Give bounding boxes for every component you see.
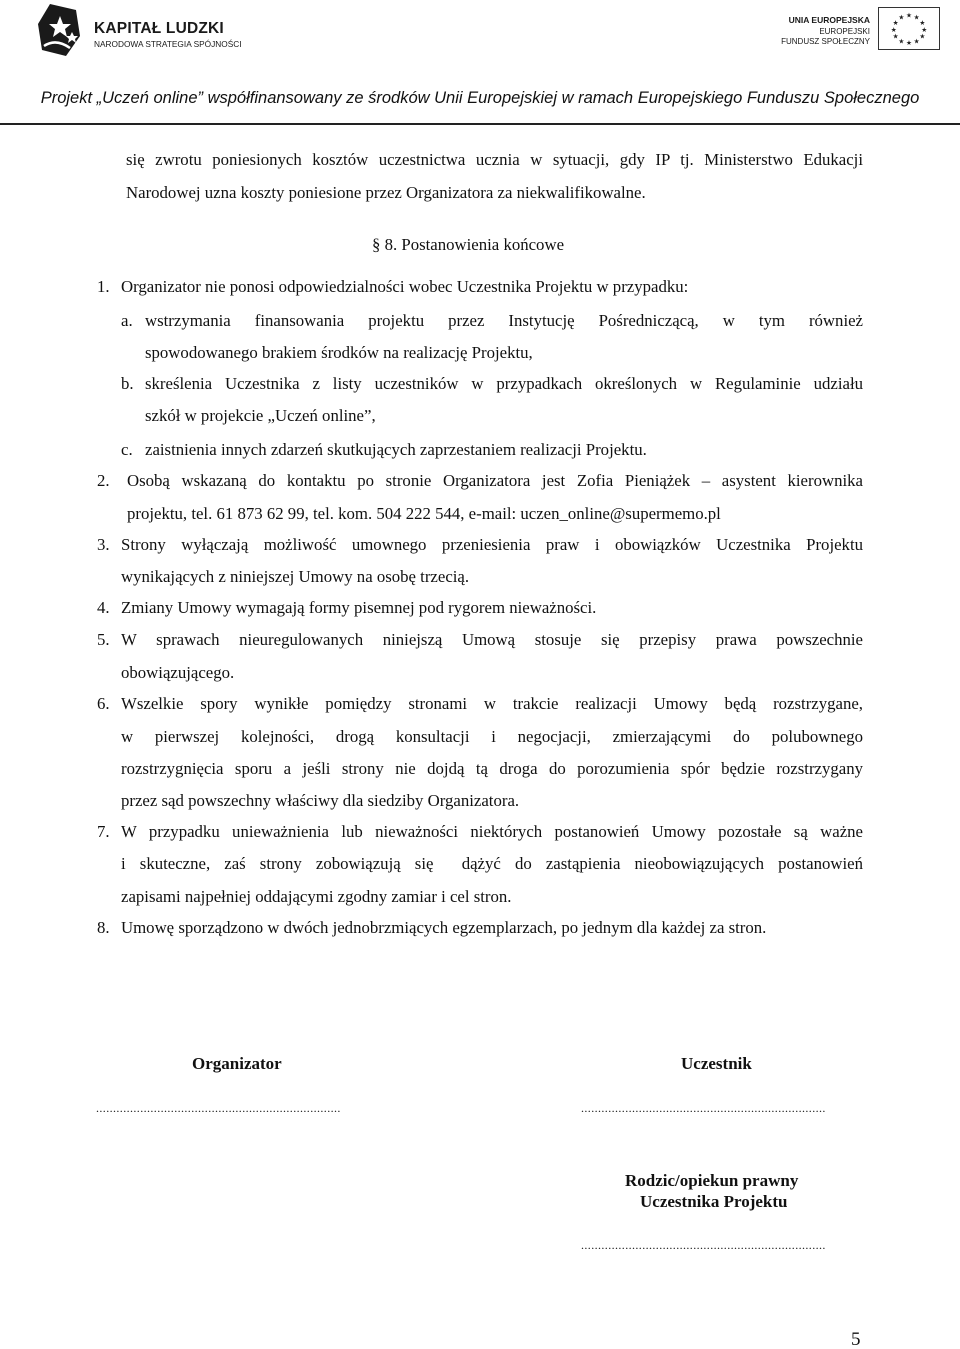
svg-text:★: ★ — [906, 39, 912, 48]
item-b-letter: b. — [121, 374, 134, 393]
participant-signature-line: ........................................................................ — [581, 1101, 826, 1115]
item-b-line-2: szkół w projekcie „Uczeń online”, — [145, 406, 376, 425]
eu-logo — [780, 7, 940, 55]
page-header — [0, 0, 960, 126]
item-5-number: 5. — [97, 630, 110, 649]
item-5-line-1: W sprawach nieuregulowanych niniejszą Umową stosuje się przepisy prawa powszechnie — [121, 630, 863, 649]
item-8-text: Umowę sporządzono w dwóch jednobrzmiących egzemplarzach, po jednym dla każdej za stron. — [121, 918, 767, 937]
eu-logo-title: UNIA EUROPEJSKA — [788, 15, 870, 25]
eu-flag-icon — [878, 7, 940, 50]
item-a-letter: a. — [121, 311, 133, 330]
star-emblem-icon — [36, 2, 88, 60]
item-2-line-2: projektu, tel. 61 873 62 99, tel. kom. 504 222 544, e-mail: uczen_online@supermemo.pl — [127, 504, 721, 523]
item-3-line-1: Strony wyłączają możliwość umownego przeniesienia praw i obowiązków Uczestnika Projektu — [121, 535, 863, 554]
svg-text:★: ★ — [892, 32, 899, 41]
item-7-line-2: i skuteczne, zaś strony zobowiązują się dążyć do zastąpienia nieobowiązujących postanowień — [121, 854, 863, 873]
item-6-number: 6. — [97, 694, 110, 713]
left-logo-title: KAPITAŁ LUDZKI — [94, 20, 224, 37]
item-a-line-1: wstrzymania finansowania projektu przez Instytucję Pośredniczącą, w tym również — [145, 311, 863, 330]
project-caption: Projekt „Uczeń online” współfinansowany ze środków Unii Europejskiej w ramach Europejskiego Funduszu Społecznego — [40, 89, 920, 107]
svg-text:★: ★ — [921, 25, 928, 34]
organizer-label: Organizator — [192, 1054, 282, 1073]
guardian-label-line-1: Rodzic/opiekun prawny — [625, 1171, 799, 1190]
svg-text:★: ★ — [906, 11, 912, 20]
item-3-line-2: wynikających z niniejszej Umowy na osobę trzecią. — [121, 567, 470, 586]
page-number: 5 — [851, 1329, 861, 1349]
item-2-line-1: Osobą wskazaną do kontaktu po stronie Organizatora jest Zofia Pieniążek – asystent kierownika — [127, 471, 863, 490]
kapital-ludzki-logo — [36, 2, 266, 62]
section-title: § 8. Postanowienia końcowe — [372, 235, 565, 254]
guardian-label-line-2: Uczestnika Projektu — [640, 1192, 788, 1211]
svg-text:★: ★ — [892, 19, 899, 28]
item-7-line-3: zapisami najpełniej oddającymi zgodny zamiar i cel stron. — [121, 887, 512, 906]
item-1-number: 1. — [97, 277, 110, 296]
header-divider — [0, 123, 960, 125]
organizer-signature-line: ........................................................................ — [96, 1101, 341, 1115]
svg-text:★: ★ — [890, 25, 897, 34]
item-7-line-1: W przypadku unieważnienia lub nieważności niektórych postanowień Umowy pozostałe są ważne — [121, 822, 863, 841]
svg-text:★: ★ — [919, 32, 926, 41]
item-6-line-2: w pierwszej kolejności, drogą konsultacji i negocjacji, zmierzającymi do polubownego — [121, 727, 863, 746]
item-6-line-3: rozstrzygnięcia sporu a jeśli strony nie dojdą tą droga do porozumienia spór będzie rozstrzygany — [121, 759, 863, 778]
left-logo-subtitle: NARODOWA STRATEGIA SPÓJNOŚCI — [94, 39, 242, 49]
item-a-line-2: spowodowanego brakiem środków na realizację Projektu, — [145, 343, 533, 362]
svg-text:★: ★ — [913, 13, 920, 22]
item-4-text: Zmiany Umowy wymagają formy pisemnej pod rygorem nieważności. — [121, 598, 597, 617]
item-5-line-2: obowiązującego. — [121, 663, 235, 682]
item-7-number: 7. — [97, 822, 110, 841]
item-3-number: 3. — [97, 535, 110, 554]
item-4-number: 4. — [97, 598, 110, 617]
svg-text:★: ★ — [913, 37, 920, 46]
intro-line-2: Narodowej uzna koszty poniesione przez Organizatora za niekwalifikowalne. — [126, 183, 646, 202]
item-6-line-1: Wszelkie spory wynikłe pomiędzy stronami w trakcie realizacji Umowy będą rozstrzygane, — [121, 694, 863, 713]
item-c-text: zaistnienia innych zdarzeń skutkujących zaprzestaniem realizacji Projektu. — [145, 440, 647, 459]
svg-text:★: ★ — [898, 13, 905, 22]
item-c-letter: c. — [121, 440, 133, 459]
svg-text:★: ★ — [919, 19, 926, 28]
item-2-number: 2. — [97, 471, 110, 490]
svg-text:★: ★ — [898, 37, 905, 46]
eu-logo-line2: FUNDUSZ SPOŁECZNY — [781, 37, 870, 46]
item-6-line-4: przez sąd powszechny właściwy dla siedziby Organizatora. — [121, 791, 520, 810]
guardian-signature-line: ........................................................................ — [581, 1238, 826, 1252]
item-8-number: 8. — [97, 918, 110, 937]
item-b-line-1: skreślenia Uczestnika z listy uczestników w przypadkach określonych w Regulaminie udziału — [145, 374, 863, 393]
eu-logo-line1: EUROPEJSKI — [819, 27, 870, 36]
participant-label: Uczestnik — [681, 1054, 752, 1073]
intro-line-1: się zwrotu poniesionych kosztów uczestnictwa ucznia w sytuacji, gdy IP tj. Ministerstwo Edukacji — [126, 150, 863, 169]
item-1-text: Organizator nie ponosi odpowiedzialności wobec Uczestnika Projektu w przypadku: — [121, 277, 689, 296]
